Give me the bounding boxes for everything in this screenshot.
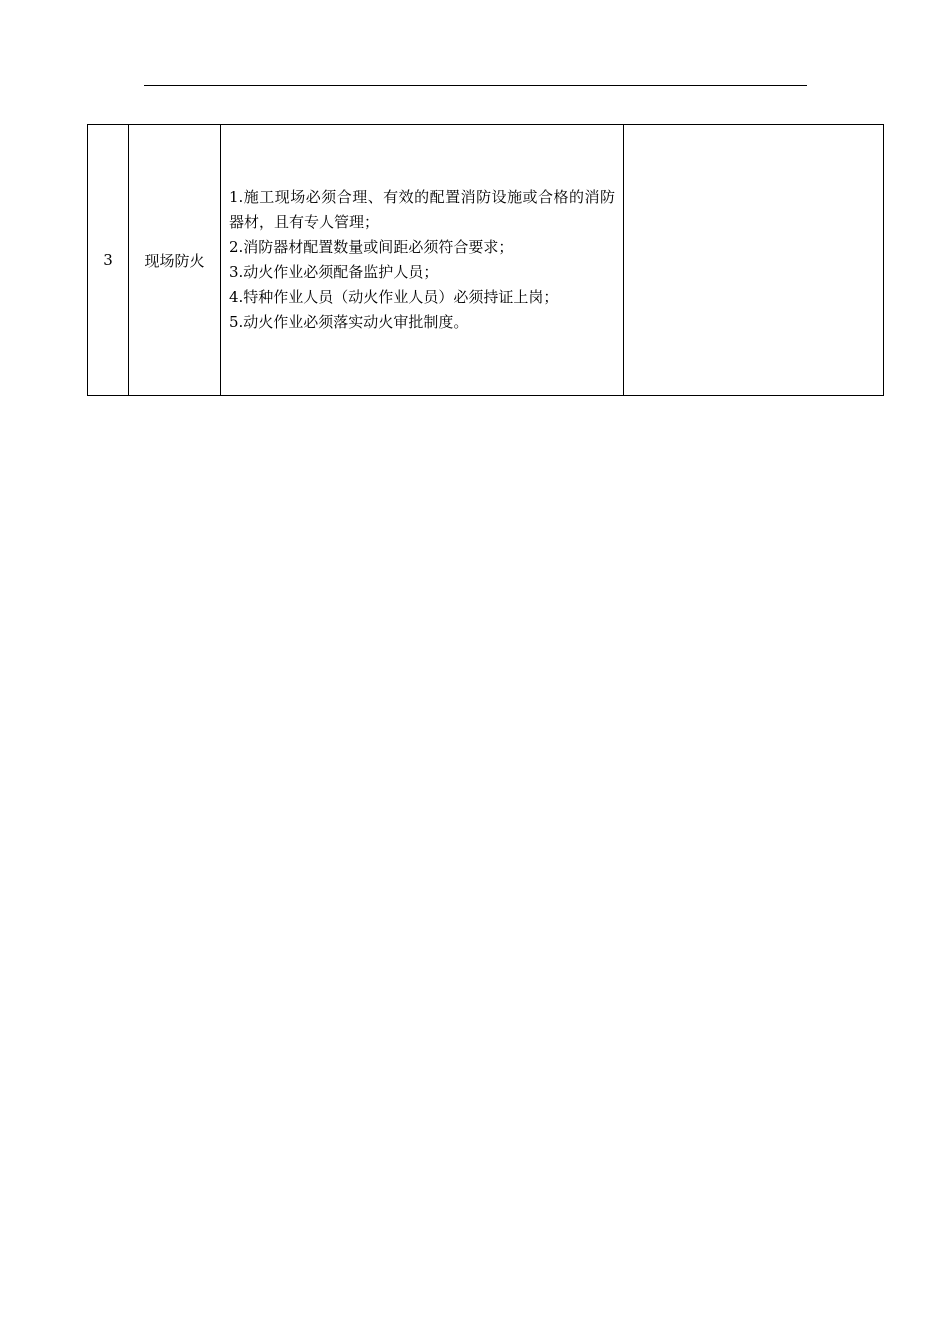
- header-rule: [144, 85, 807, 86]
- requirement-line: 3.动火作业必须配备监护人员；: [229, 263, 439, 281]
- requirement-line: 4.特种作业人员（动火作业人员）必须持证上岗；: [229, 288, 559, 306]
- row-number-cell: 3: [88, 125, 129, 396]
- requirement-line: 2.消防器材配置数量或间距必须符合要求；: [229, 238, 514, 256]
- requirement-line: 5.动火作业必须落实动火审批制度。: [229, 313, 469, 331]
- requirements-cell: [221, 125, 624, 396]
- requirement-line: 1.施工现场必须合理、有效的配置消防设施或合格的消防器材，且有专人管理；: [229, 188, 615, 231]
- table-row: [88, 125, 884, 396]
- inspection-table: [87, 124, 884, 396]
- result-cell: [624, 125, 884, 396]
- check-item-cell: 现场防火: [129, 125, 221, 396]
